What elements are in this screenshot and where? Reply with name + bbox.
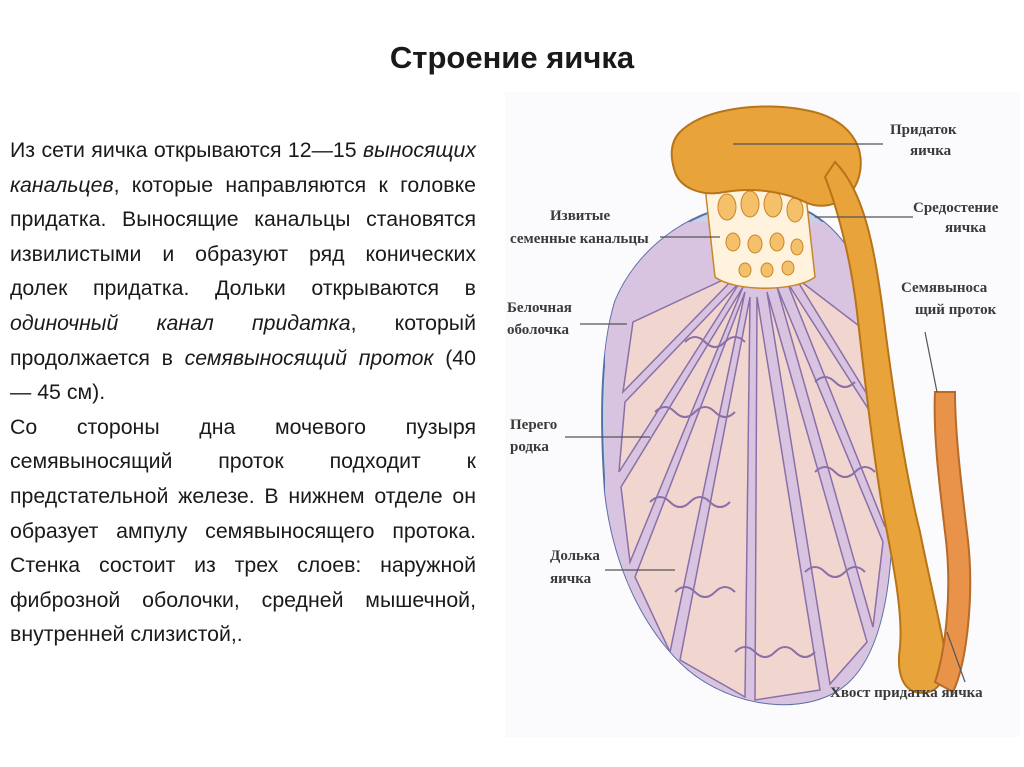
- label-lobule-1: Долька: [550, 548, 600, 564]
- label-tunica-1: Белочная: [507, 300, 572, 316]
- label-epididymis-1: Придаток: [890, 122, 957, 138]
- description-paragraph-1: [10, 133, 476, 410]
- label-mediastinum-1: Средостение: [913, 200, 999, 216]
- text-run: Из сети яичка открываются 12—15: [10, 138, 363, 162]
- testis-illustration: [505, 92, 1020, 737]
- term-vas-deferens: семявыносящий проток: [184, 345, 434, 370]
- label-tunica-2: оболочка: [507, 322, 570, 338]
- label-epididymis-2: яичка: [910, 143, 952, 159]
- label-vas-2: щий проток: [915, 302, 997, 318]
- description-paragraph-2: Со стороны дна мочевого пузыря семявыносящий проток подходит к предстательной железе. В нижнем отделе он образует ампулу семявыносящего протока. Стенка состоит из трех слоев: наружной фиброзной оболочки, средней мышечной, внутренней слизистой,.: [10, 414, 476, 647]
- description-text: [10, 133, 476, 652]
- label-tail: Хвост придатка яичка: [830, 685, 983, 701]
- text-run: , которые направляются к головке придатка. Выносящие канальцы становятся извилистыми и образуют ряд конических долек придатка. Дольки открываются в: [10, 172, 476, 301]
- testis-diagram: [505, 92, 1020, 737]
- text-run: , который продолжается в: [10, 310, 476, 370]
- text-run: (40 — 45 см).: [10, 345, 476, 405]
- label-tubules-2: семенные канальцы: [510, 231, 649, 247]
- label-vas-1: Семявыноса: [901, 280, 988, 296]
- label-septa-2: родка: [510, 439, 549, 455]
- label-septa-1: Перего: [510, 417, 558, 433]
- term-efferent-ducts: выносящих канальцев: [10, 138, 476, 197]
- label-mediastinum-2: яичка: [945, 220, 987, 236]
- label-tubules-1: Извитые: [550, 208, 611, 224]
- label-lobule-2: яичка: [550, 571, 592, 587]
- slide-title: Строение яичка: [389, 40, 635, 75]
- term-epididymal-duct: одиночный канал придатка: [10, 310, 351, 335]
